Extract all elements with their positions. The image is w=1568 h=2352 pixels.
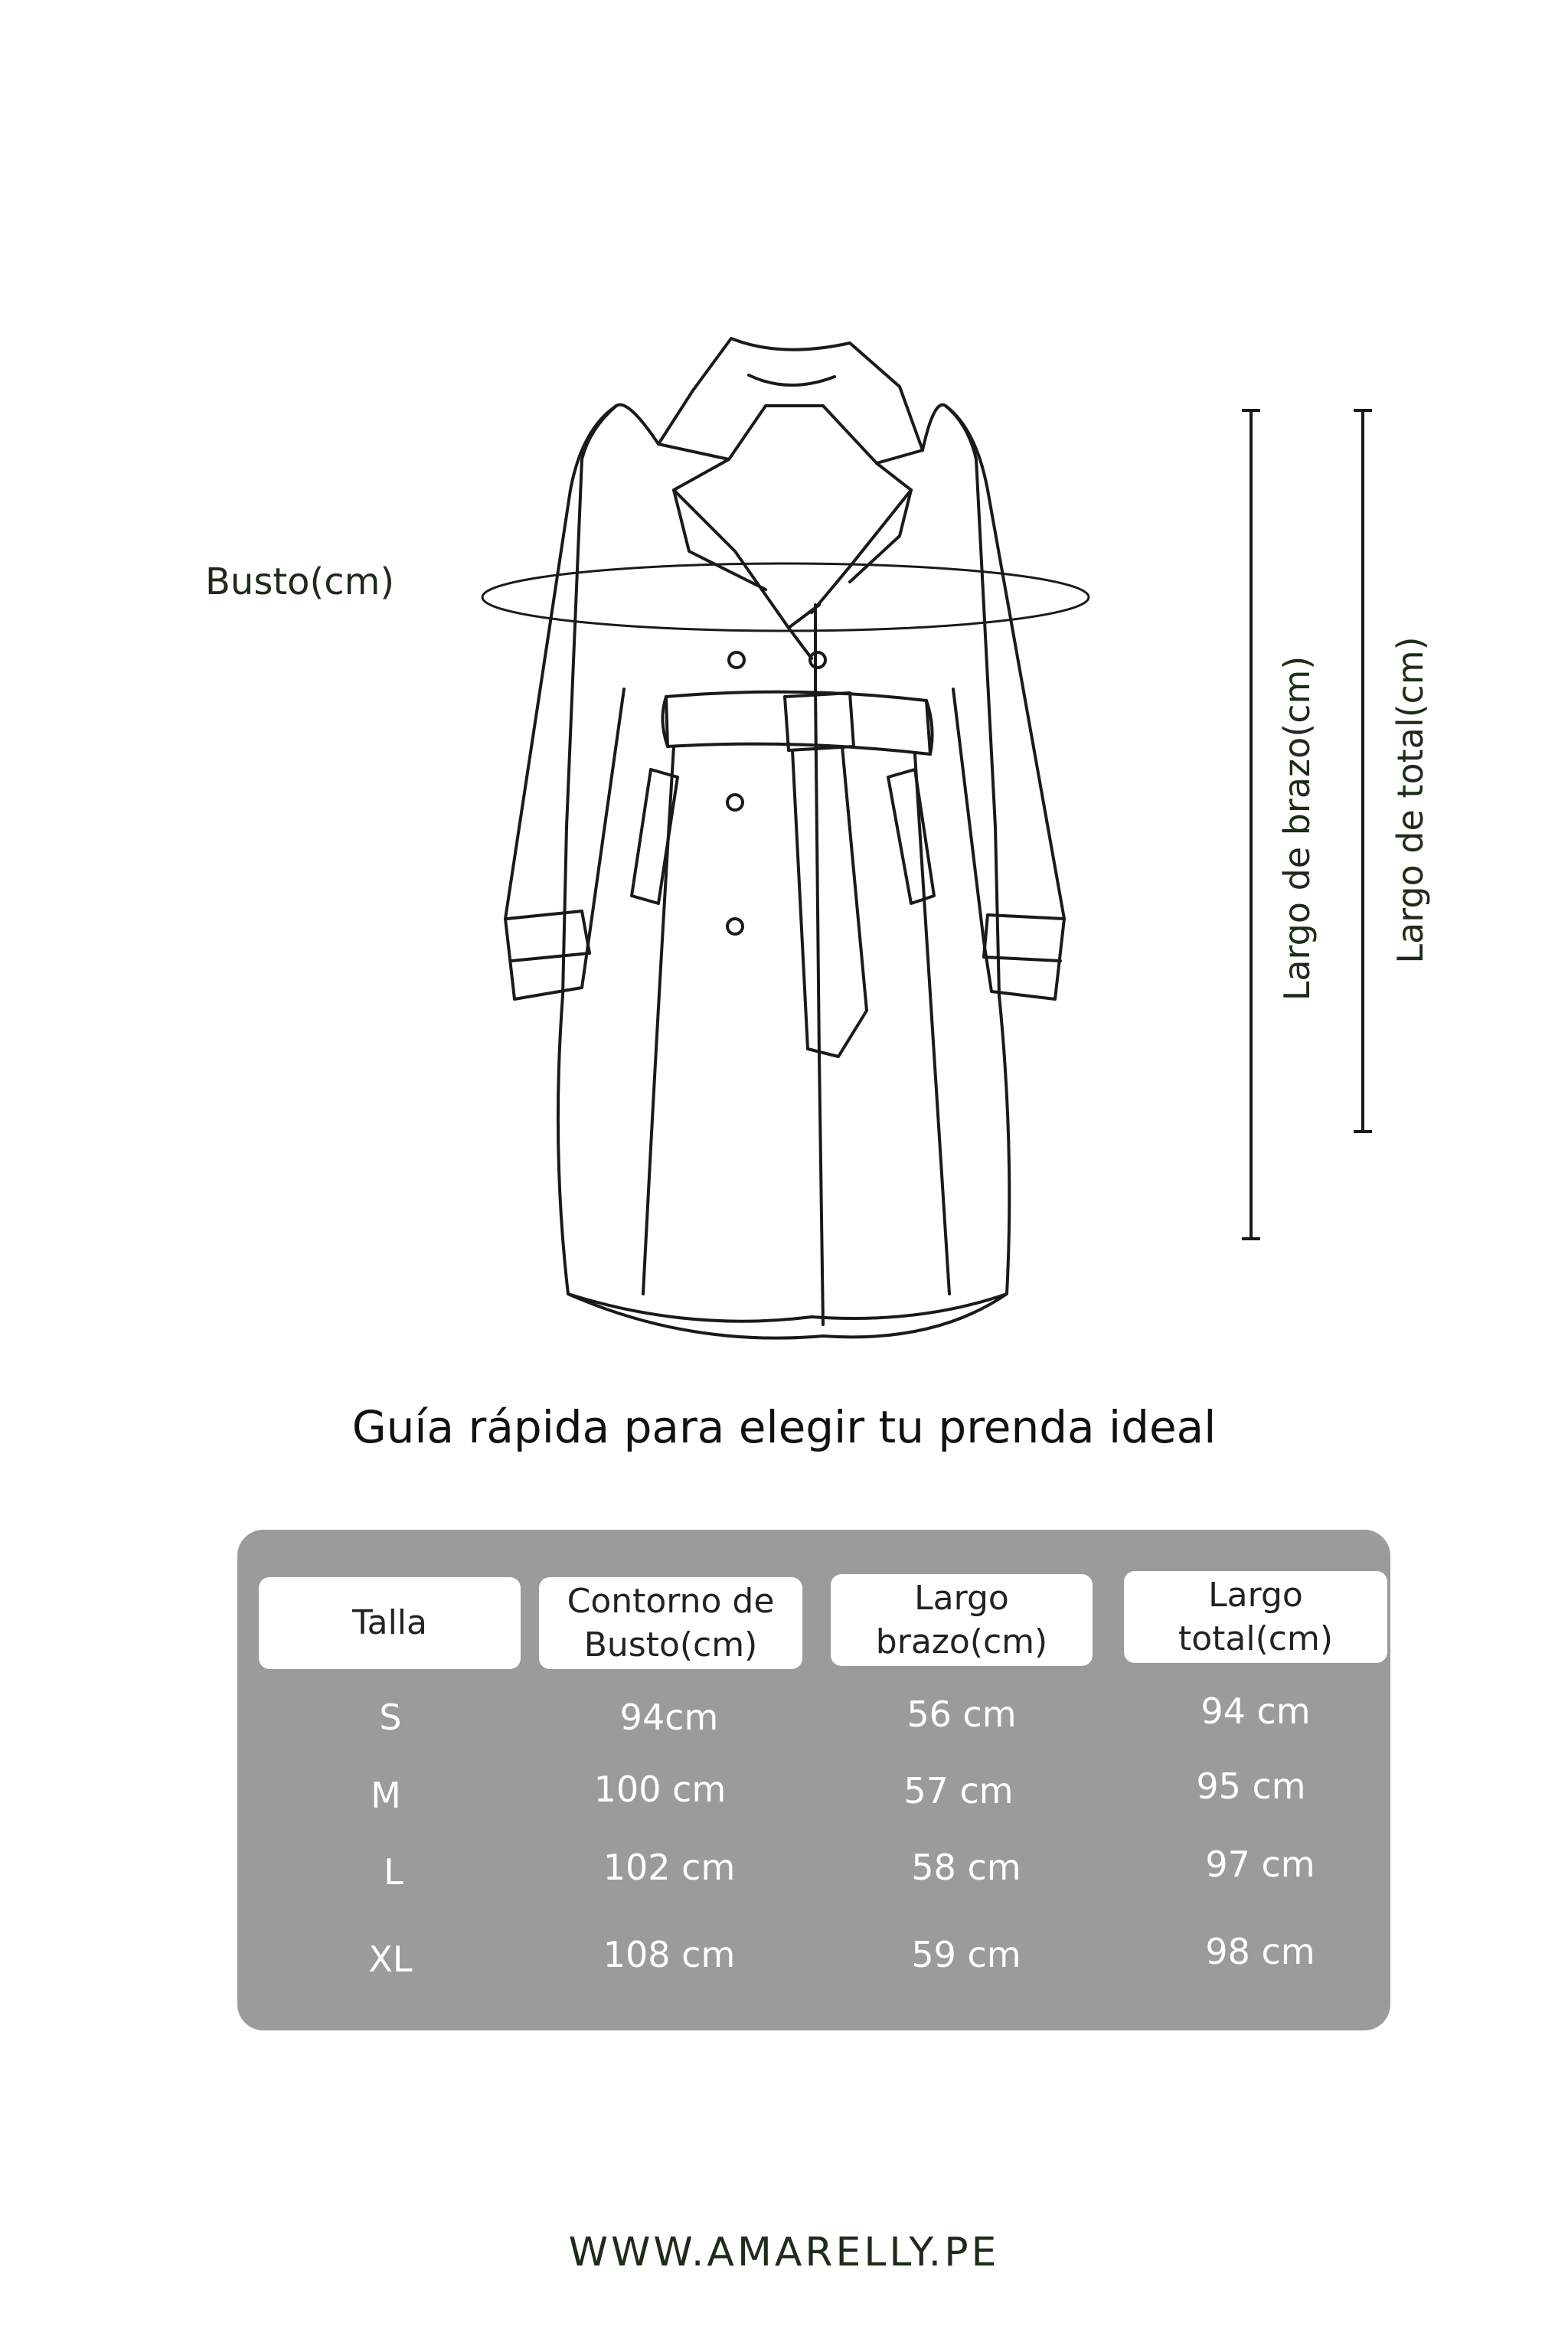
coat-button xyxy=(729,652,744,668)
cell-total: 97 cm xyxy=(1205,1844,1315,1885)
cell-sleeve: 58 cm xyxy=(911,1847,1021,1888)
cell-total: 94 cm xyxy=(1200,1690,1311,1732)
header-bust: Contorno de Busto(cm) xyxy=(539,1577,802,1669)
coat-collar xyxy=(658,338,923,463)
cell-total: 95 cm xyxy=(1196,1766,1306,1807)
cell-size: L xyxy=(384,1851,403,1893)
bust-label: Busto(cm) xyxy=(205,560,395,603)
coat-button xyxy=(810,652,825,668)
guide-title: Guía rápida para elegir tu prenda ideal xyxy=(351,1401,1217,1453)
sleeve-length-line xyxy=(1242,410,1260,1239)
sleeve-length-label: Largo de brazo(cm) xyxy=(1276,655,1318,1001)
coat-button xyxy=(727,919,743,934)
coat-button xyxy=(727,795,743,810)
cell-size: S xyxy=(379,1697,402,1738)
header-sleeve: Largo brazo(cm) xyxy=(831,1574,1093,1666)
size-table xyxy=(237,1530,1390,2030)
coat-belt xyxy=(666,692,930,754)
cell-sleeve: 57 cm xyxy=(903,1770,1014,1811)
coat-sleeve-right xyxy=(946,406,1064,999)
coat-pocket-right xyxy=(888,769,934,903)
cell-sleeve: 56 cm xyxy=(906,1694,1017,1735)
cell-bust: 94cm xyxy=(619,1697,719,1738)
cell-size: XL xyxy=(368,1939,413,1980)
cell-size: M xyxy=(371,1775,401,1816)
website-link[interactable]: WWW.AMARELLY.PE xyxy=(568,2230,1000,2275)
cell-bust: 102 cm xyxy=(603,1847,736,1888)
total-length-line xyxy=(1354,410,1372,1132)
cell-bust: 108 cm xyxy=(603,1934,736,1975)
cell-bust: 100 cm xyxy=(593,1769,727,1810)
header-total: Largo total(cm) xyxy=(1124,1571,1387,1663)
cell-sleeve: 59 cm xyxy=(911,1934,1021,1975)
cell-total: 98 cm xyxy=(1205,1931,1315,1972)
coat-lapel-left xyxy=(674,459,819,628)
total-length-label: Largo de total(cm) xyxy=(1390,636,1431,964)
header-size: Talla xyxy=(259,1577,521,1669)
